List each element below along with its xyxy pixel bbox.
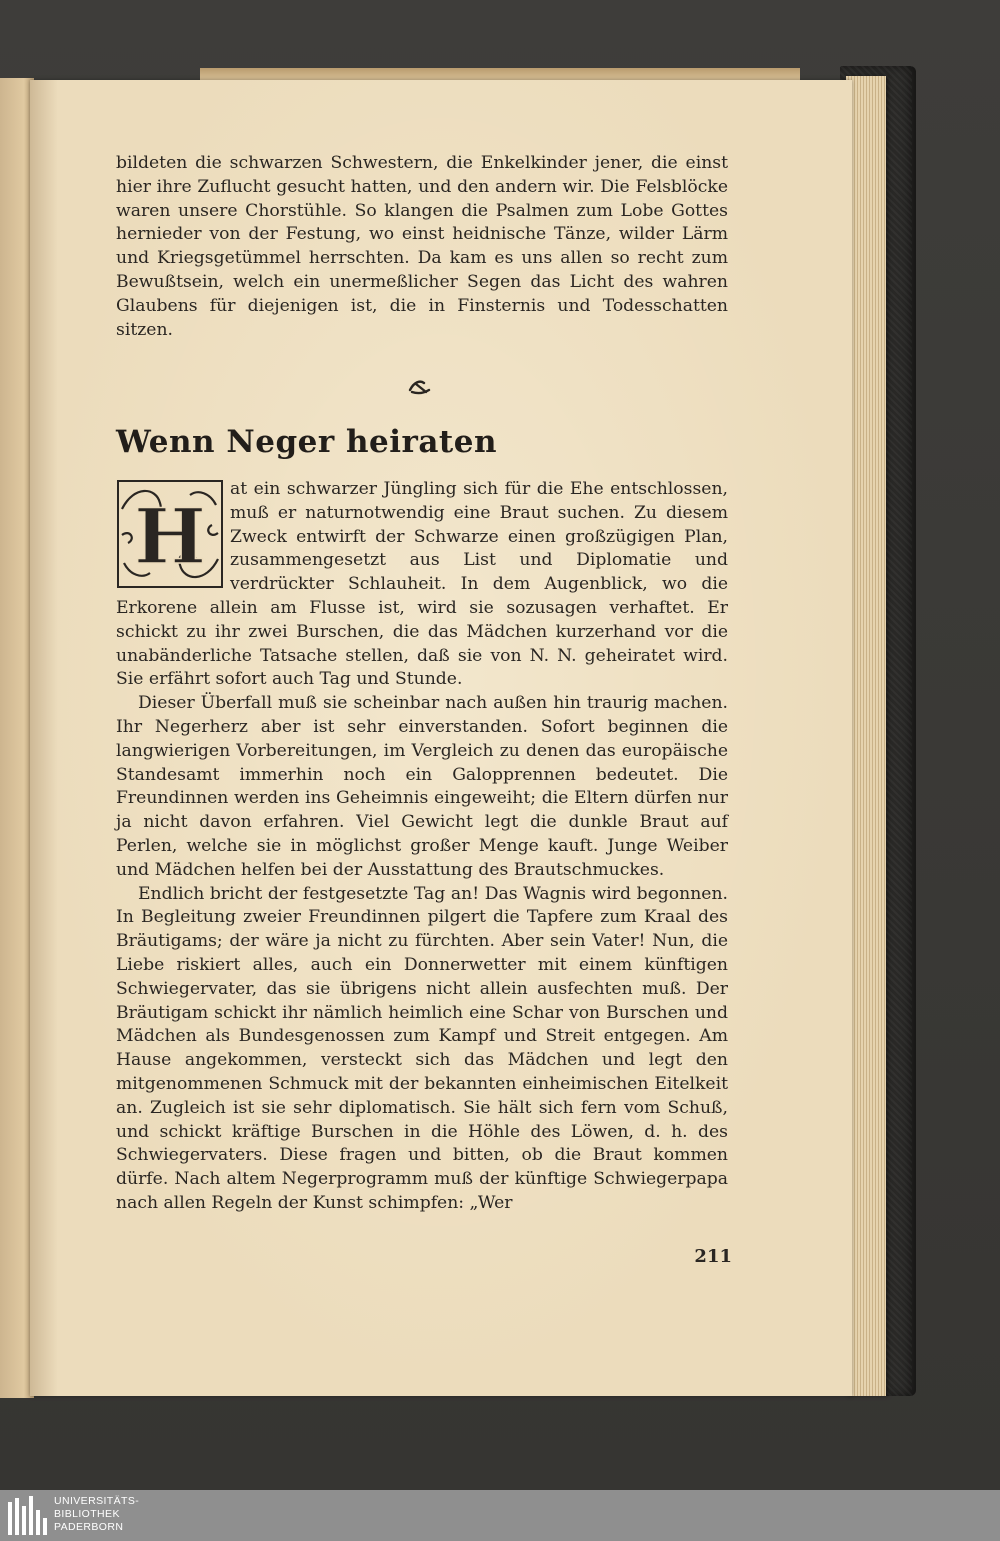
svg-text:H: H [134, 492, 206, 581]
left-page-edge [0, 78, 34, 1398]
library-name-line3: PADERBORN [54, 1521, 124, 1533]
library-name [54, 1495, 139, 1534]
page-stack-edge [846, 76, 886, 1396]
library-name-line2: BIBLIOTHEK [54, 1508, 120, 1520]
drop-cap-space [116, 478, 230, 590]
library-footer [0, 1490, 1000, 1541]
text-block-article [116, 478, 728, 1216]
section-ornament [404, 374, 434, 398]
library-logo-icon [8, 1496, 48, 1535]
library-name-line1: UNIVERSITÄTS- [54, 1495, 140, 1507]
paragraph-2: Dieser Überfall muß sie scheinbar nach außen hin traurig machen. Ihr Negerherz aber ist sehr einverstanden. Sofort beginnen die langwierigen Vorbereitungen, im Vergleich zu denen das europäische Standesamt immerhin noch ein Galopprennen bedeutet. Die Freundinnen werden ins Geheimnis eingeweiht; die Eltern dürfen nur ja nicht davon erfahren. Viel Gewicht legt die dunkle Braut auf Perlen, welche sie in möglichst großer Menge kauft. Junge Weiber und Mädchen helfen bei der Ausstattung des Brautschmuckes. [116, 693, 728, 880]
ornament-icon [404, 374, 434, 398]
page-number: 211 [694, 1246, 732, 1267]
paragraph-3: Endlich bricht der festgesetzte Tag an! Das Wagnis wird begonnen. In Begleitung zweier Freundinnen pilgert die Tapfere zum Kraal des Bräutigams; der wäre ja nicht zu fürchten. Aber sein Vater! Nun, die Liebe riskiert alles, auch ein Donnerwetter mit einem künftigen Schwiegervater, das sie übrigens nicht allein ausfechten muß. Der Bräutigam schickt ihr nämlich heimlich eine Schar von Burschen und Mädchen als Bundesgenossen zum Kampf und Streit entgegen. Am Hause angekommen, versteckt sich das Mädchen und legt den mitgenommenen Schmuck mit der bekannten einheimischen Eitelkeit an. Zugleich ist sie sehr diplomatisch. Sie hält sich fern vom Schuß, und schickt kräftige Burschen in die Höhle des Löwen, d. h. des Schwiegervaters. Diese fragen und bitten, ob die Braut kommen dürfe. Nach altem Negerprogramm muß der künftige Schwiegerpapa nach allen Regeln der Kunst schimpfen: „Wer [116, 883, 728, 1213]
page-top-edge [200, 68, 800, 80]
text-block-top [116, 152, 728, 342]
paragraph-top: bildeten die schwarzen Schwestern, die Enkelkinder jener, die einst hier ihre Zuflucht gesucht hatten, und den andern wir. Die Felsblöcke waren unsere Chorstühle. So klangen die Psalmen zum Lobe Gottes hernieder von der Festung, wo einst heidnische Tänze, wilder Lärm und Kriegsgetümmel herrschten. Da kam es uns allen so recht zum Bewußtsein, welch ein unermeßlicher Segen das Licht des wahren Glaubens für diejenigen ist, die in Finsternis und Todesschatten sitzen. [116, 153, 728, 340]
article-heading: Wenn Neger heiraten [116, 424, 498, 460]
paragraph-1: at ein schwarzer Jüngling sich für die Ehe entschlossen, muß er naturnotwendig eine Braut suchen. Zu diesem Zweck entwirft der Schwarze einen großzügigen Plan, zusammengesetzt aus List und Diplomatie und verdrückter Schlauheit. In dem Augenblick, wo die Erkorene allein am Flusse ist, wird sie sozusagen verhaftet. Er schickt zu ihr zwei Burschen, die das Mädchen kurzerhand vor die unabänderliche Tatsache stellen, daß sie von N. N. geheiratet wird. Sie erfährt sofort auch Tag und Stunde. [116, 479, 728, 690]
